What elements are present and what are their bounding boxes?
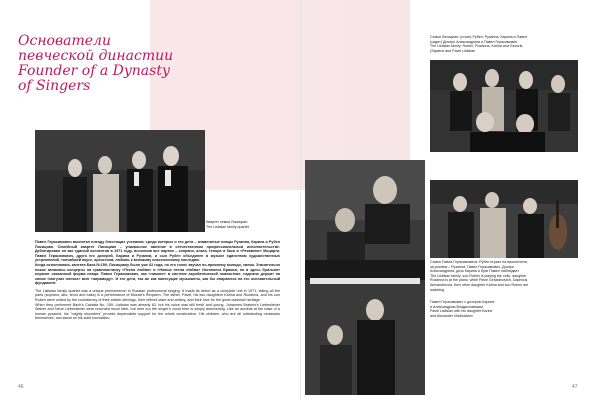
caption-line: Александрина, дочь Карина и брат Павел наблюдает — [430, 269, 520, 274]
title-line: Основатели — [18, 33, 111, 49]
page-number-left: 46 — [18, 384, 24, 390]
body-paragraph-ru: Когда исполнялась кантата Баха №159, Лисициану было уже 62 года, но его голос звучал по-прежнему молодо, свежо. Значительно позже записаны концерты на грампластинку «Песня любви» и «Новые песни любви» Иоганнеса Брамса, но и здесь брильянт поразит оказанный форма певца. Павел Герасимович, как «нимнее» в системе акробатической гимнастике, надежно держит на своих «могучих плечах» всю «пирамиду». И его дети, так же как нанесущие музыканты, как бы опираются на его основательный фундамент. — [35, 263, 280, 285]
body-paragraph-en: When they performed Bach's Cantata No. 159, Lisitsian was already 62, but his voice was still fresh and young. Johannes Brahms's Liebeslieder Walzer and Neue Liebeslieder were recorded much later, but here too the singer's vocal form is simply astonishing. Like an acrobat at the base of a human pyramid, his "mighty shoulders" provide dependable support for the whole construction. His children, who are all outstanding musicians themselves, can stand on his solid foundation. — [35, 302, 280, 320]
body-paragraph-en: The Lisitsian family quartet was a unique phenomenon in Russian professional singing. It made its debut as a complete unit in 1971, taking all the parts (soprano, alto, tenor and bass) in a performance of Mozart's Requiem. The father, Pavel, his two daughters Karina and Ruzanna, and his son Ruben were united by the consistency of their artistic strivings, their refined taste and artistry, and their love for the great classical heritage. — [35, 288, 280, 302]
caption-line: Pavel Lisitsian with his daughter Karine — [430, 309, 493, 314]
title-line: певческой династии — [18, 48, 174, 64]
caption-line: (Sapiens and Pavel Lisitsian — [430, 48, 476, 53]
caption-line: Павел Герасимович с дочерью Карине — [430, 300, 495, 304]
caption-line: The Lisitsian family: son Ruben is playing the cello, daughter — [430, 273, 527, 278]
cello-photo — [430, 180, 578, 258]
body-paragraph-ru: Павел Герасимович воспитал плеяду блестящих учеников, среди которых и его дети – знаменитые певцы Рузанна, Карина и Рубен Лисициан. Семейный квартет Лисициан – уникальное явление в отечественном профессиональном исполнительстве. Дебютировал он как единый коллектив в 1971 году, исполнив все партии – сопрано, альта, тенора и баса в «Реквиеме» Моцарта. Павел Герасимович, друга его дочерей, Карина и Рузанна, и сын Рубен объединен в музыке единством художественных устремлений, тончайшей вкусе, артистизм, любовь к великому классическому наследию. — [35, 240, 280, 262]
background-wash-accent — [340, 0, 410, 160]
title-line: of Singers — [18, 78, 91, 94]
top-right-caption — [430, 35, 580, 53]
caption-line: и Александром Владиславским — [430, 304, 483, 309]
caption-line: Семья Лисициан: (стоят) Рубен, Рузанна, Карина и Павел. — [430, 35, 529, 39]
caption-line: Квартет семьи Лисициан. — [206, 220, 249, 224]
caption-line: watching — [430, 287, 445, 292]
middle-right-caption — [430, 260, 580, 292]
page-gutter — [300, 0, 301, 400]
title-line: Founder of a Dynasty — [18, 63, 170, 79]
caption-line: The Lisitsian family quartet — [206, 224, 249, 229]
caption-line: The Lisitsian family: Ruben, Ruzanna, Karina and Gevorki, — [430, 44, 524, 49]
caption-line: Семья Павла Герасимовича: Рубен играет на виолончели, — [430, 260, 529, 264]
caption-line: за роялем – Рузанна, Павел Герасимович, Дочерь — [430, 264, 515, 269]
body-text-left — [35, 240, 280, 321]
page-number-right: 47 — [572, 384, 578, 390]
caption-line: Alexandrovna, their other daughter Karina and son Ruben are — [430, 282, 529, 287]
quartet-photo — [35, 130, 205, 232]
caption-line: (сидит) Дочерь Александрина и Павел Герасимович. — [430, 39, 519, 44]
page-title — [18, 34, 188, 94]
caption-line: and Alexander Vladislavlev — [430, 313, 473, 318]
family-piano-photo — [305, 160, 425, 395]
caption-line: Ruzanna is at the piano, while Pavel Gerasimovich, Daphnus — [430, 278, 528, 283]
quartet-caption — [206, 220, 276, 229]
family-gathering-photo — [430, 60, 578, 152]
bottom-right-caption — [430, 300, 580, 318]
